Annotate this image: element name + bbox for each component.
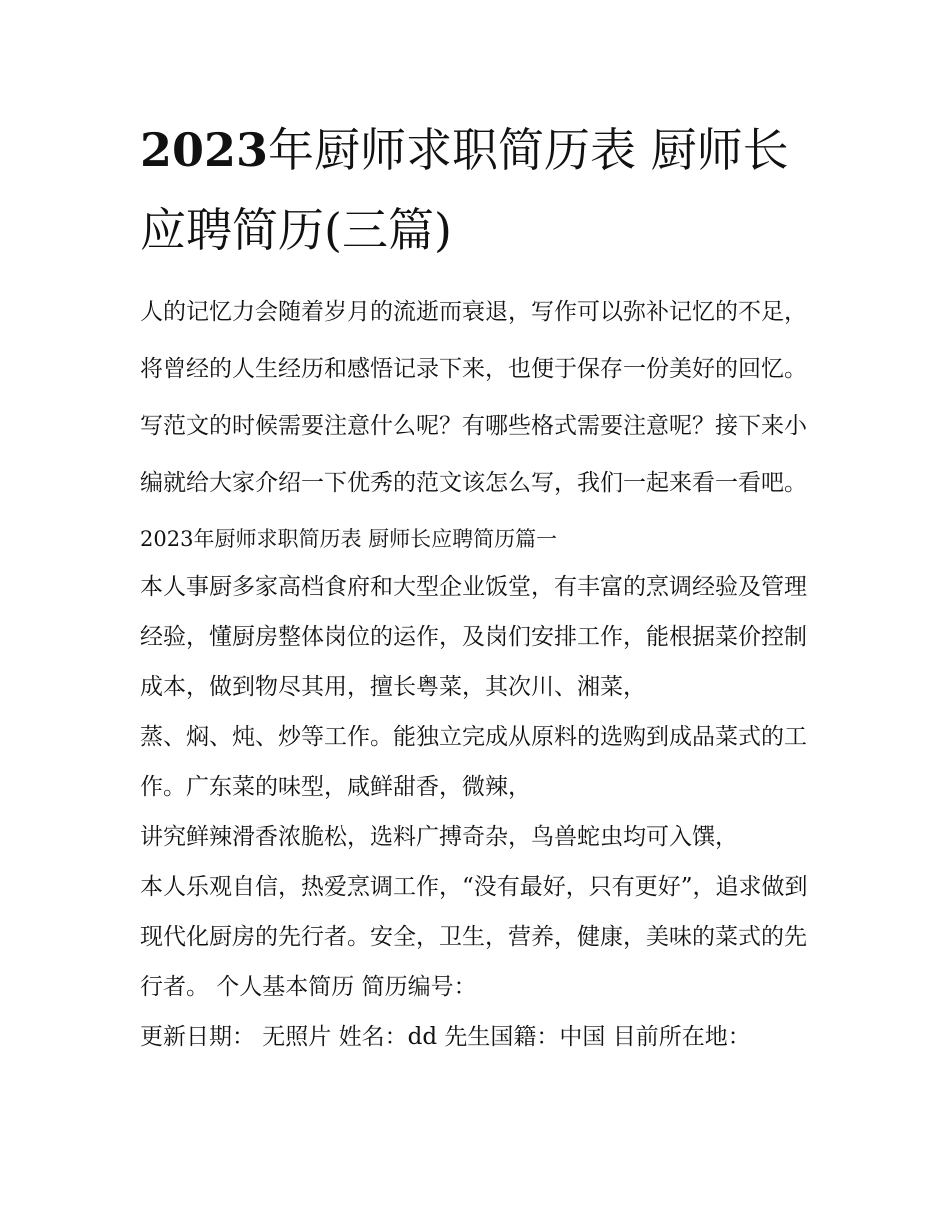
section-body [140,562,812,1062]
intro-paragraph: 人的记忆力会随着岁月的流逝而衰退，写作可以弥补记忆的不足，将曾经的人生经历和感悟记录下来，也便于保存一份美好的回忆。写范文的时候需要注意什么呢？有哪些格式需要注意呢？接下来小编就给大家介绍一下优秀的范文该怎么写，我们一起来看一看吧。 [140,299,807,496]
body-paragraph-4: 本人乐观自信，热爱烹调工作，“没有最好，只有更好”，追求做到现代化厨房的先行者。安全，卫生，营养，健康，美味的菜式的先行者。 个人基本简历 简历编号： [140,874,808,1000]
section-heading: 2023年厨师求职简历表 厨师长应聘简历篇一 [140,527,558,551]
body-paragraph-1: 本人事厨多家高档食府和大型企业饭堂，有丰富的烹调经验及管理经验，懂厨房整体岗位的运作，及岗们安排工作，能根据菜价控制成本，做到物尽其用，擅长粤菜，其次川、湘菜， [140,574,807,700]
body-paragraph-2: 蒸、焖、炖、炒等工作。能独立完成从原料的选购到成品菜式的工作。广东菜的味型，咸鲜甜香，微辣， [140,724,807,800]
intro-section [140,284,812,512]
title-text: 年厨师求职简历表 厨师长应聘简历(三篇) [140,123,789,257]
document-title [140,110,812,270]
document-page [140,110,812,1062]
body-paragraph-3: 讲究鲜辣滑香浓脆松，选料广搏奇杂，鸟兽蛇虫均可入馔， [140,824,738,850]
title-year: 2023 [140,123,269,177]
body-paragraph-5: 更新日期： 无照片 姓名：dd 先生国籍：中国 目前所在地： [140,1024,751,1050]
